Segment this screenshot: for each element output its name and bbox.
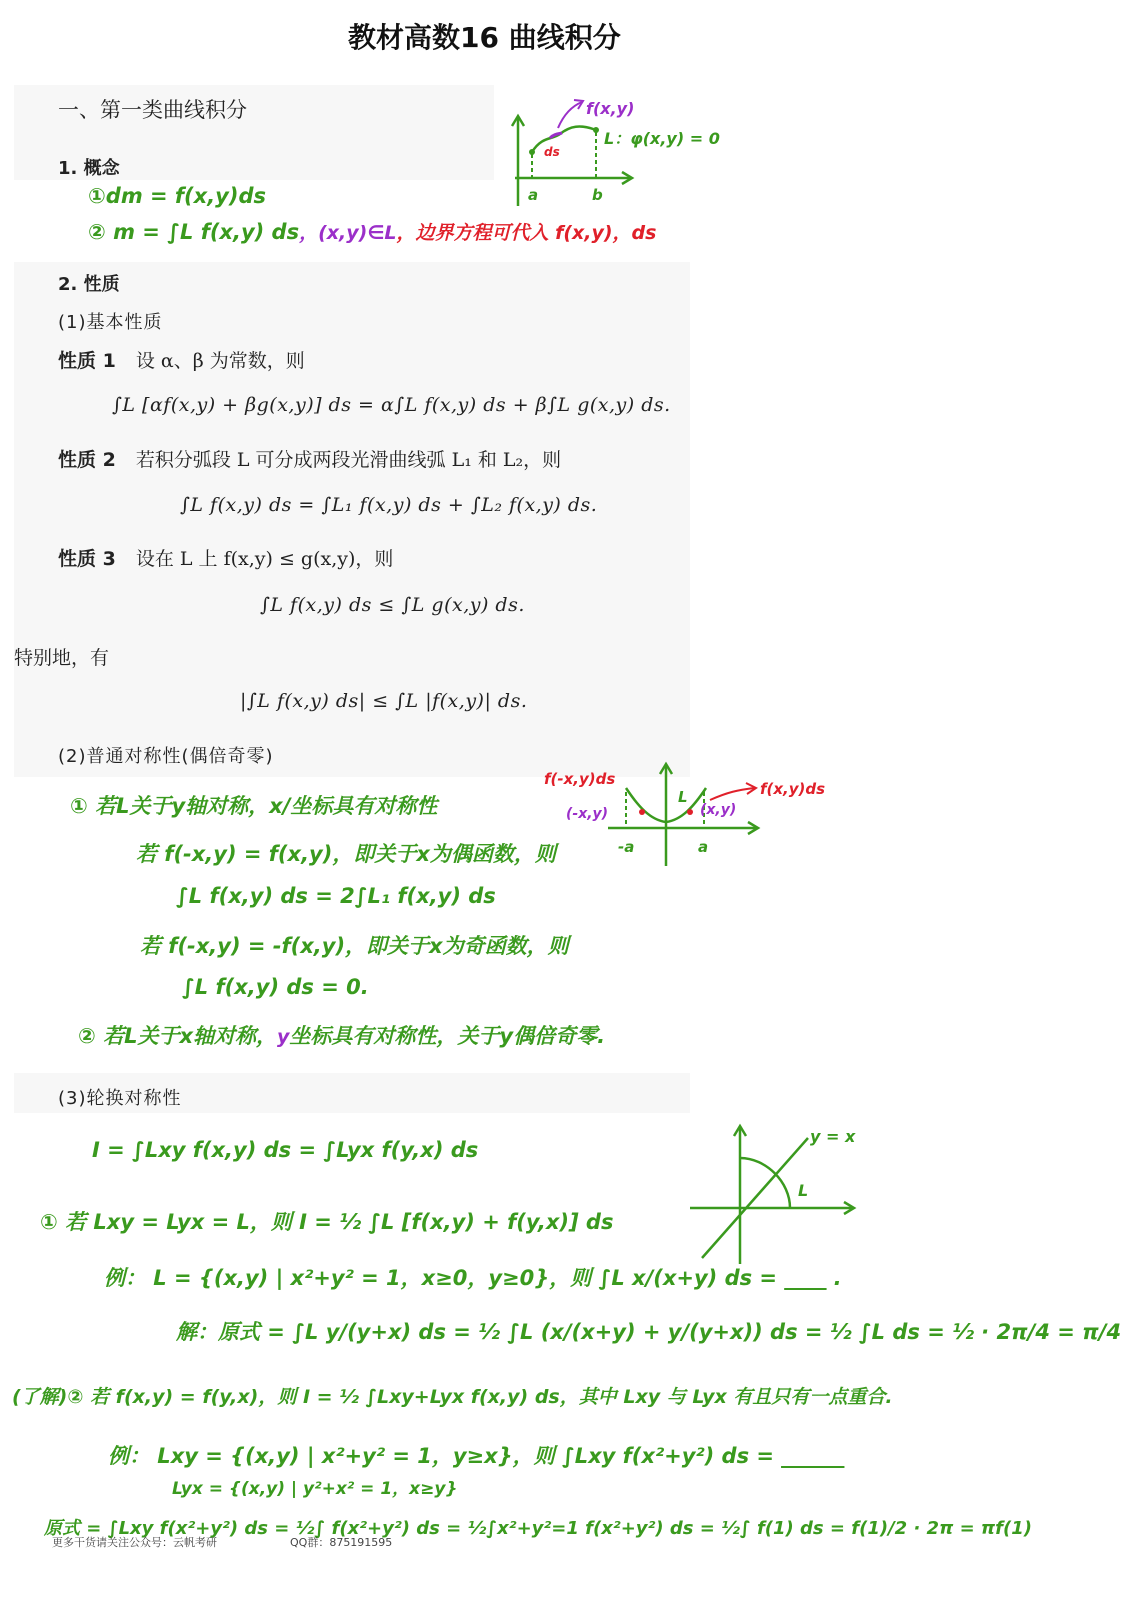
- note-mass-element: ①dm = f(x,y)ds: [88, 184, 266, 208]
- label-a: a: [528, 186, 539, 204]
- property-1-text: 设 α、β 为常数，则: [135, 350, 305, 372]
- special-case-text: 特别地，有: [14, 647, 110, 669]
- rotation-example-2a: 例： Lxy = {(x,y) | x²+y² = 1，y≥x}，则 ∫Lxy f(x²+y²) ds = ______: [108, 1444, 845, 1468]
- rotation-heading: (3)轮换对称性: [58, 1088, 182, 1109]
- property-2-formula: ∫L f(x,y) ds = ∫L₁ f(x,y) ds + ∫L₂ f(x,y) ds.: [180, 494, 598, 516]
- rotation-line-2: ① 若 Lxy = Lyx = L，则 I = ½ ∫L [f(x,y) + f(y,x)] ds: [40, 1210, 614, 1234]
- label-a: a: [698, 838, 709, 856]
- label-right-integrand: f(x,y)ds: [760, 780, 826, 798]
- property-1: [58, 346, 305, 373]
- label-point-right: (x,y): [700, 802, 737, 818]
- symmetry-line-4: 若 f(-x,y) = -f(x,y)，即关于x为奇函数，则: [140, 934, 569, 958]
- property-3: [58, 544, 393, 571]
- symmetry-line-2: 若 f(-x,y) = f(x,y)，即关于x为偶函数，则: [136, 842, 556, 866]
- label-L: L: [678, 788, 688, 806]
- basic-properties-heading: (1)基本性质: [58, 312, 163, 333]
- note-mass-integral-line: [88, 218, 656, 245]
- label-point-left: (-x,y): [566, 806, 609, 822]
- property-2-label: 性质 2: [58, 449, 116, 471]
- property-1-label: 性质 1: [58, 350, 116, 372]
- symmetry-line-6a: ② 若L关于x轴对称，: [78, 1024, 278, 1048]
- symmetry-line-6c: 坐标具有对称性，关于y偶倍奇零.: [289, 1024, 606, 1048]
- line-y-equals-x: [702, 1138, 808, 1258]
- footer-right: QQ群：875191595: [290, 1536, 393, 1549]
- label-neg-a: -a: [618, 838, 635, 856]
- section-heading: 一、第一类曲线积分: [58, 98, 247, 122]
- property-1-formula: ∫L [αf(x,y) + βg(x,y)] ds = α∫L f(x,y) ds + β∫L g(x,y) ds.: [112, 394, 671, 416]
- label-L: L: [798, 1181, 809, 1200]
- symmetry-line-1: ① 若L关于y轴对称，x/坐标具有对称性: [70, 794, 438, 818]
- curve-L: [532, 127, 596, 152]
- pointer-arrow: [558, 102, 582, 128]
- special-case-formula: |∫L f(x,y) ds| ≤ ∫L |f(x,y)| ds.: [240, 690, 528, 712]
- rotation-line-1: I = ∫Lxy f(x,y) ds = ∫Lyx f(y,x) ds: [92, 1138, 479, 1162]
- rotation-figure: [680, 1118, 880, 1268]
- symmetry-line-5: ∫L f(x,y) ds = 0.: [182, 975, 369, 999]
- rotation-solution-1: 解：原式 = ∫L y/(y+x) ds = ½ ∫L (x/(x+y) + y/(y+x)) ds = ½ ∫L ds = ½ · 2π/4 = π/4: [176, 1320, 1121, 1344]
- symmetry-line-6: [78, 1020, 605, 1050]
- page-title: 教材高数16 曲线积分: [348, 21, 621, 54]
- label-f: f(x,y): [586, 99, 635, 118]
- rotation-line-3: (了解)② 若 f(x,y) = f(y,x)，则 I = ½ ∫Lxy+Lyx f(x,y) ds，其中 Lxy 与 Lyx 有且只有一点重合.: [12, 1386, 893, 1408]
- label-y-equals-x: y = x: [810, 1127, 856, 1146]
- property-3-text: 设在 L 上 f(x,y) ≤ g(x,y)，则: [135, 548, 394, 570]
- note-substitute: ，边界方程可代入 f(x,y)，ds: [396, 222, 657, 244]
- label-b: b: [592, 186, 603, 204]
- symmetry-heading: (2)普通对称性(偶倍奇零): [58, 746, 274, 767]
- label-ds: ds: [544, 145, 560, 159]
- symmetry-figure: [538, 758, 838, 868]
- note-on-curve: ∈L: [367, 222, 397, 244]
- property-2: [58, 445, 561, 472]
- point-right: [687, 809, 693, 815]
- rotation-example-2b: Lyx = {(x,y) | y²+x² = 1，x≥y}: [172, 1479, 458, 1499]
- rotation-example-1: 例： L = {(x,y) | x²+y² = 1，x≥0，y≥0}，则 ∫L x/(x+y) ds = ____ .: [104, 1266, 842, 1290]
- property-3-formula: ∫L f(x,y) ds ≤ ∫L g(x,y) ds.: [260, 594, 525, 616]
- symmetry-line-6-y: y: [277, 1026, 290, 1048]
- properties-heading: 2. 性质: [58, 274, 120, 295]
- note-point-text: ，(x,y): [299, 222, 368, 244]
- property-3-label: 性质 3: [58, 548, 116, 570]
- curve-figure: [470, 96, 750, 216]
- symmetry-line-3: ∫L f(x,y) ds = 2∫L₁ f(x,y) ds: [176, 884, 496, 908]
- property-2-text: 若积分弧段 L 可分成两段光滑曲线弧 L₁ 和 L₂，则: [135, 449, 562, 471]
- point-left: [639, 809, 645, 815]
- footer-left: 更多干货请关注公众号：云帆考研: [52, 1536, 217, 1549]
- concept-heading: 1. 概念: [58, 158, 120, 179]
- rotation-solution-2: 原式 = ∫Lxy f(x²+y²) ds = ½∫ f(x²+y²) ds = ½∫x²+y²=1 f(x²+y²) ds = ½∫ f(1) ds = f(1)/2 · 2π = πf(1): [44, 1518, 1032, 1539]
- label-curve-eq: L：φ(x,y) = 0: [604, 129, 720, 148]
- label-left-integrand: f(-x,y)ds: [544, 770, 616, 788]
- note-mass-integral: ② m = ∫L f(x,y) ds: [88, 220, 300, 244]
